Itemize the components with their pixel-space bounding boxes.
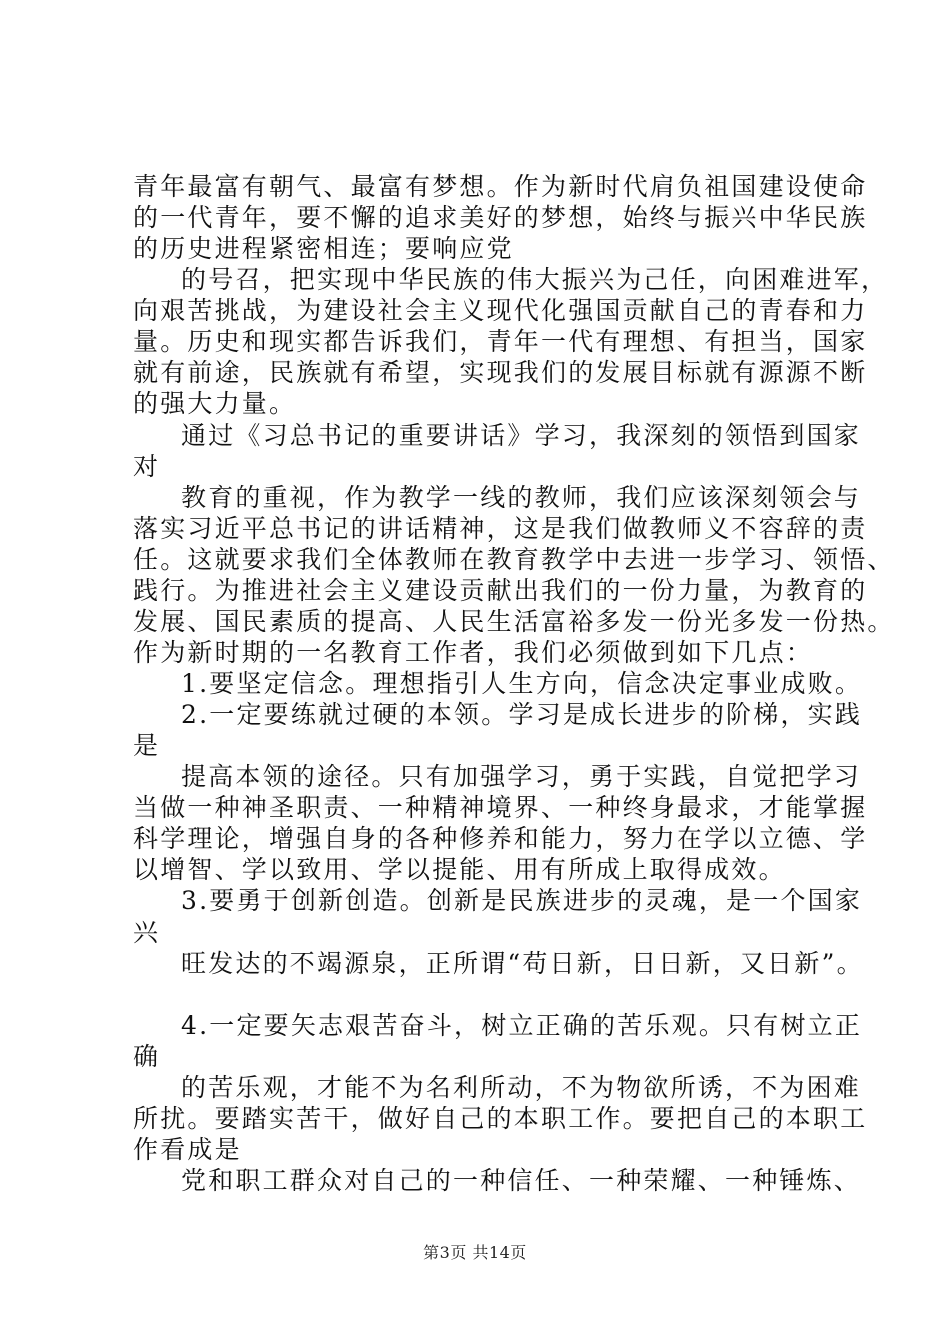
text-line: 是 — [133, 731, 161, 760]
text-line: 通过《习总书记的重要讲话》学习，我深刻的领悟到国家 — [181, 421, 862, 450]
text-line: 当做一种神圣职责、一种精神境界、一种终身最求，才能掌握 — [133, 793, 868, 822]
text-line: 向艰苦挑战，为建设社会主义现代化强国贡献自己的青春和力 — [133, 296, 868, 325]
text-line: 就有前途，民族就有希望，实现我们的发展目标就有源源不断 — [133, 358, 868, 387]
text-line: 的一代青年，要不懈的追求美好的梦想，始终与振兴中华民族 — [133, 203, 868, 232]
text-line: 的历史进程紧密相连；要响应党 — [133, 234, 514, 263]
text-line: 作看成是 — [133, 1135, 242, 1164]
text-line: 所扰。要踏实苦干，做好自己的本职工作。要把自己的本职工 — [133, 1104, 868, 1133]
text-line: 科学理论，增强自身的各种修养和能力，努力在学以立德、学 — [133, 824, 868, 853]
text-line: 作为新时期的一名教育工作者，我们必须做到如下几点： — [133, 638, 814, 667]
text-line: 以增智、学以致用、学以提能、用有所成上取得成效。 — [133, 855, 786, 884]
text-line: 2.一定要练就过硬的本领。学习是成长进步的阶梯，实践 — [181, 700, 863, 729]
page-footer: 第3页 共14页 — [423, 1243, 527, 1262]
text-line: 教育的重视，作为教学一线的教师，我们应该深刻领会与 — [181, 483, 862, 512]
text-line: 提高本领的途径。只有加强学习，勇于实践，自觉把学习 — [181, 762, 862, 791]
text-line: 发展、国民素质的提高、人民生活富裕多发一份光多发一份热。 — [133, 607, 895, 636]
text-line: 3.要勇于创新创造。创新是民族进步的灵魂，是一个国家 — [181, 886, 863, 915]
text-line: 践行。为推进社会主义建设贡献出我们的一份力量，为教育的 — [133, 576, 868, 605]
text-line: 旺发达的不竭源泉，正所谓“苟日新，日日新，又日新”。 — [181, 949, 864, 978]
text-line: 落实习近平总书记的讲话精神，这是我们做教师义不容辞的责 — [133, 514, 868, 543]
text-line: 的号召，把实现中华民族的伟大振兴为己任，向困难进军， — [181, 265, 889, 294]
text-line: 量。历史和现实都告诉我们，青年一代有理想、有担当，国家 — [133, 327, 868, 356]
text-line: 4.一定要矢志艰苦奋斗，树立正确的苦乐观。只有树立正 — [181, 1011, 863, 1040]
text-line: 兴 — [133, 918, 161, 947]
text-line: 的强大力量。 — [133, 389, 297, 418]
text-line: 青年最富有朝气、最富有梦想。作为新时代肩负祖国建设使命 — [133, 172, 868, 201]
text-line: 对 — [133, 452, 161, 481]
text-line: 确 — [133, 1042, 161, 1071]
text-line: 1.要坚定信念。理想指引人生方向，信念决定事业成败。 — [181, 669, 863, 698]
text-line: 任。这就要求我们全体教师在教育教学中去进一步学习、领悟、 — [133, 545, 895, 574]
text-line: 的苦乐观，才能不为名利所动，不为物欲所诱，不为困难 — [181, 1073, 862, 1102]
text-line: 党和职工群众对自己的一种信任、一种荣耀、一种锤炼、 — [181, 1166, 862, 1195]
